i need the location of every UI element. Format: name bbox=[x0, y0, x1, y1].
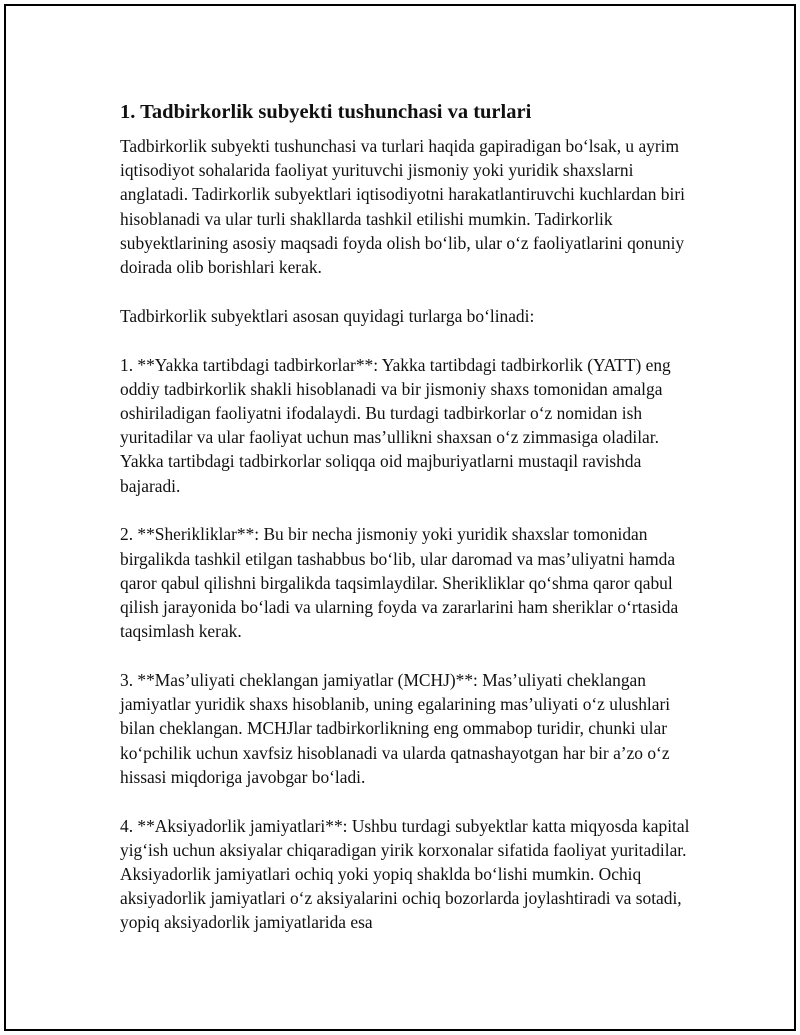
paragraph-type-3-llc: 3. **Mas’uliyati cheklangan jamiyatlar (MCHJ)**: Mas’uliyati cheklangan jamiyatlar yuridik shaxs hisoblanib, uning egalarining mas’uliyati o‘z ulushlari bilan cheklangan. MCHJlar tadbirkorlikning eng ommabop turidir, chunki ular ko‘pchilik uchun xavfsiz hisoblanadi va ularda qatnashayotgan har bir a’zo o‘z hissasi miqdoriga javobgar bo‘ladi. bbox=[120, 670, 671, 787]
paragraph-type-4-joint-stock: 4. **Aksiyadorlik jamiyatlari**: Ushbu turdagi subyektlar katta miqyosda kapital yig‘ish uchun aksiyalar chiqaradigan yirik korxonalar sifatida faoliyat yuritadilar. Aksiyadorlik jamiyatlari ochiq yoki yopiq shaklda bo‘lishi mumkin. Ochiq aksiyadorlik jamiyatlari o‘z aksiyalarini ochiq bozorlarda joylashtiradi va sotadi, yopiq aksiyadorlik jamiyatlarida esa bbox=[120, 815, 690, 933]
document-body bbox=[120, 98, 695, 959]
document-title: 1. Tadbirkorlik subyekti tushunchasi va turlari bbox=[120, 101, 532, 123]
paragraph-types-lead: Tadbirkorlik subyektlari asosan quyidagi turlarga bo‘linadi: bbox=[120, 305, 535, 326]
page-frame bbox=[4, 4, 796, 1031]
paragraph-type-2-partnerships: 2. **Sherikliklar**: Bu bir necha jismoniy yoki yuridik shaxslar tomonidan birgalikda tashkil etilgan tashabbus bo‘lib, ular daromad va mas’uliyatni hamda qaror qabul qilishni birgalikda taqsimlaydilar. Sherikliklar qo‘shma qaror qabul qilish jarayonida bo‘ladi va ularning foyda va zararlarini ham sheriklar o‘rtasida taqsimlash kerak. bbox=[120, 524, 679, 642]
paragraph-type-1-sole-proprietors: 1. **Yakka tartibdagi tadbirkorlar**: Yakka tartibdagi tadbirkorlik (YATT) eng oddiy tadbirkorlik shakli hisoblanadi va bir jismoniy shaxs tomonidan amalga oshiriladigan faoliyatni ifodalaydi. Bu turdagi tadbirkorlar o‘z nomidan ish yuritadilar va ular faoliyat uchun mas’ullikni shaxsan o‘z zimmasiga oladilar. Yakka tartibdagi tadbirkorlar soliqqa oid majburiyatlarni mustaqil ravishda bajaradi. bbox=[120, 354, 671, 496]
paragraph-intro: Tadbirkorlik subyekti tushunchasi va turlari haqida gapiradigan bo‘lsak, u ayrim iqtisodiyot sohalarida faoliyat yurituvchi jismoniy yoki yuridik shaxslarni anglatadi. Tadirkorlik subyektlari iqtisodiyotni harakatlantiruvchi kuchlardan biri hisoblanadi va ular turli shakllarda tashkil etilishi mumkin. Tadirkorlik subyektlarining asosiy maqsadi foyda olish bo‘lib, ular o‘z faoliyatlarini qonuniy doirada olib borishlari kerak. bbox=[120, 136, 685, 278]
